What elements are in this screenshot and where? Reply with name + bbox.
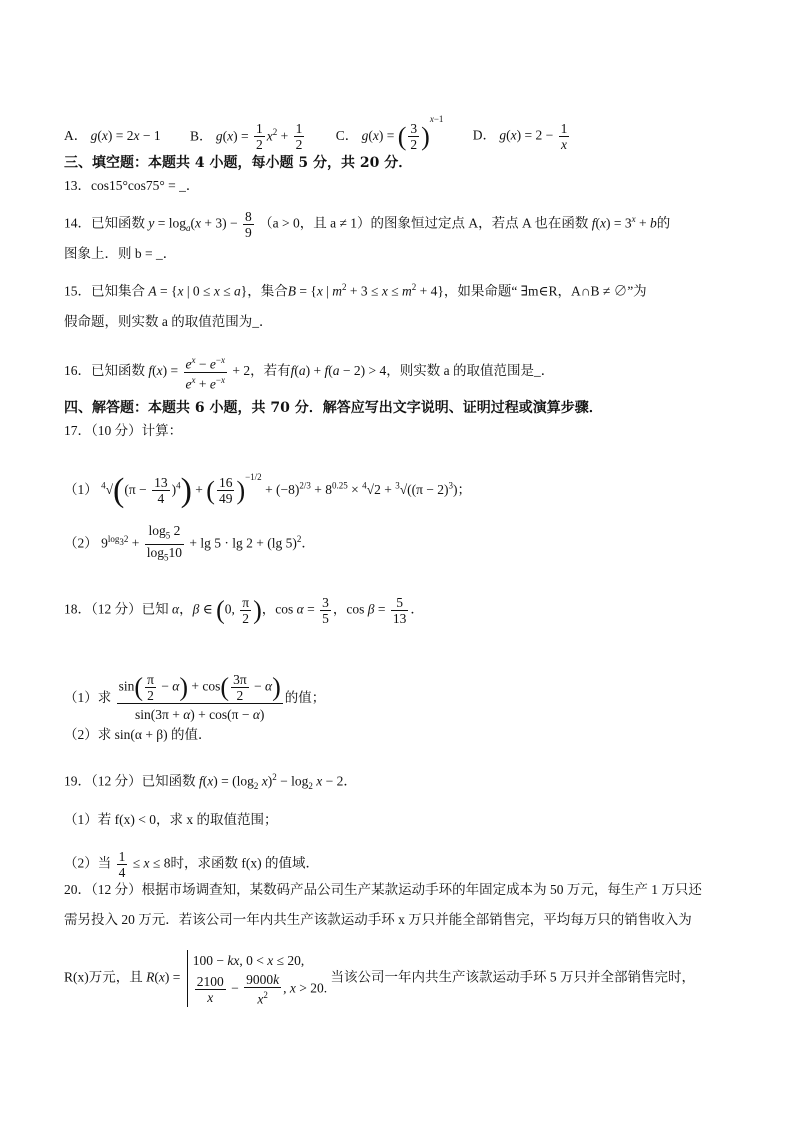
q15-mid: ，集合 bbox=[247, 283, 288, 299]
question-18-part1: （1）求 sin( $\frac{\pi}{2}$ − α) + cos( $\frac{3\pi}{2}$ − α) sin(3π + α) + cos(π − α) 的值； bbox=[64, 672, 326, 722]
question-17-part1: （1） $^4$√((π − $\frac{13}{4}$ )$^4$) + ( $\frac{16}{49}$ )$^{-1/2} + (-8)^{2/3} + 8^{0.25} \times ^4√2 + ^3√((\pi - 2)^3)$； bbox=[64, 471, 472, 509]
q15-end: ，如果命题“ ∃m∈R，A∩B ≠ ∅”为 bbox=[443, 283, 647, 299]
question-17-head: 17．（10 分）计算： bbox=[64, 423, 183, 438]
q19-p2-end: 时，求函数 f(x) 的值域． bbox=[170, 855, 319, 871]
option-a: A． g(x) = 2x − 1 bbox=[64, 128, 161, 143]
question-15-line2: 假命题，则实数 a 的取值范围为_． bbox=[64, 314, 273, 329]
q18-p1-label: （1）求 bbox=[64, 690, 112, 706]
q14-mid: （a > 0，且 a ≠ 1）的图象恒过定点 A，若点 A 也在函数 bbox=[259, 215, 589, 231]
option-c: C． g(x) = ( $\frac{3}{2}$ )$^{x-1}$ bbox=[335, 114, 444, 153]
question-14: 14．已知函数 $y = \log_a(x + 3)$ − $\frac{8}{9}$ （a > 0，且 a ≠ 1）的图象恒过定点 A，若点 A 也在函数 $f(x) = 3^x + b$的 bbox=[64, 208, 671, 240]
q16-mid: ，若有 bbox=[250, 363, 291, 379]
q20-line3-lead: R(x)万元，且 bbox=[64, 969, 143, 985]
q18-lead: 18．（12 分）已知 bbox=[64, 601, 169, 617]
option-d: D． g(x) = 2 − $\frac{1}{x}$ bbox=[472, 121, 568, 153]
question-17-part2: （2） $9^{log_32}$ + $\frac{\log_5 2}{\log_510}$ + lg 5 · lg 2 + (lg 5)$^2$． bbox=[64, 523, 315, 563]
question-14-line2: 图象上．则 b = _． bbox=[64, 246, 177, 261]
q19-p2-lead: （2）当 bbox=[64, 855, 112, 871]
question-20-line2: 需另投入 20 万元．若该公司一年内共生产该款运动手环 x 万只并能全部销售完，平均每万只的销售收入为 bbox=[64, 912, 692, 927]
section-3-title: 三、填空题：本题共 4 小题，每小题 5 分，共 20 分． bbox=[64, 155, 413, 171]
q15-lead: 15．已知集合 bbox=[64, 283, 145, 299]
q14-end: 的 bbox=[656, 215, 671, 231]
question-18-part2: （2）求 sin(α + β) 的值． bbox=[64, 727, 212, 742]
question-18-head: 18．（12 分）已知 α，β ∈ (0, $\frac{\pi}{2}$ )，cos α = $\frac{3}{5}$ ，cos β = $\frac{5}{13}$ ． bbox=[64, 595, 424, 626]
question-19-part1: （1）若 f(x) < 0，求 x 的取值范围； bbox=[64, 812, 278, 827]
question-19-head: 19．（12 分）已知函数 $f(x) = (\log_2$ $x)^2 - \log_2 x - 2$． bbox=[64, 772, 357, 792]
question-20-line3: R(x)万元，且 R(x) = 100 − kx, 0 < x ≤ 20, $\frac{2100}{x}$ − $\frac{9000k}{x^2}$ , x > 20. 当该公司一年内共生产该款运动手环 5 万只并全部销售完时， bbox=[64, 950, 754, 1007]
q17-p2-label: （2） bbox=[64, 535, 98, 551]
q18-p1-end: 的值； bbox=[284, 690, 326, 706]
question-13: 13．cos15°cos75° = _． bbox=[64, 178, 200, 193]
section-4-title: 四、解答题：本题共 6 小题，共 70 分．解答应写出文字说明、证明过程或演算步骤． bbox=[64, 400, 603, 416]
option-b: B． g(x) = $\frac{1}{2}$ $x^2$ + $\frac{1}{2}$ bbox=[189, 121, 303, 153]
q20-line3-end: 当该公司一年内共生产该款运动手环 5 万只并全部销售完时， bbox=[330, 969, 695, 985]
question-16: 16．已知函数 f(x) = $\frac{e^x - e^{-x}}{e^x + e^{-x}}$ + 2，若有f(a) + f(a − 2) > 4，则实数 a 的取值范围是_． bbox=[64, 355, 555, 391]
q17-p1-label: （1） bbox=[64, 482, 98, 497]
question-20-line1: 20．（12 分）根据市场调查知，某数码产品公司生产某款运动手环的年固定成本为 50 万元，每生产 1 万只还 bbox=[64, 882, 702, 897]
question-15: 15．已知集合 A = {x | 0 ≤ x ≤ a}，集合B = {x | $m^2 + 3 \le x \le m^2 + 4$}，如果命题“ ∃m∈R，A∩B ≠ ∅”为 bbox=[64, 282, 647, 299]
q16-end: ，则实数 a 的取值范围是_． bbox=[386, 363, 555, 379]
question-19-part2: （2）当 $\frac{1}{4}$ ≤ x ≤ 8时，求函数 f(x) 的值域． bbox=[64, 849, 319, 880]
q19-lead: 19．（12 分）已知函数 bbox=[64, 773, 196, 789]
q16-lead: 16．已知函数 bbox=[64, 363, 145, 379]
options-row bbox=[64, 108, 754, 152]
q14-lead: 14．已知函数 bbox=[64, 215, 145, 231]
piecewise-function: 100 − kx, 0 < x ≤ 20, $\frac{2100}{x}$ − $\frac{9000k}{x^2}$ , x > 20. bbox=[187, 950, 327, 1007]
